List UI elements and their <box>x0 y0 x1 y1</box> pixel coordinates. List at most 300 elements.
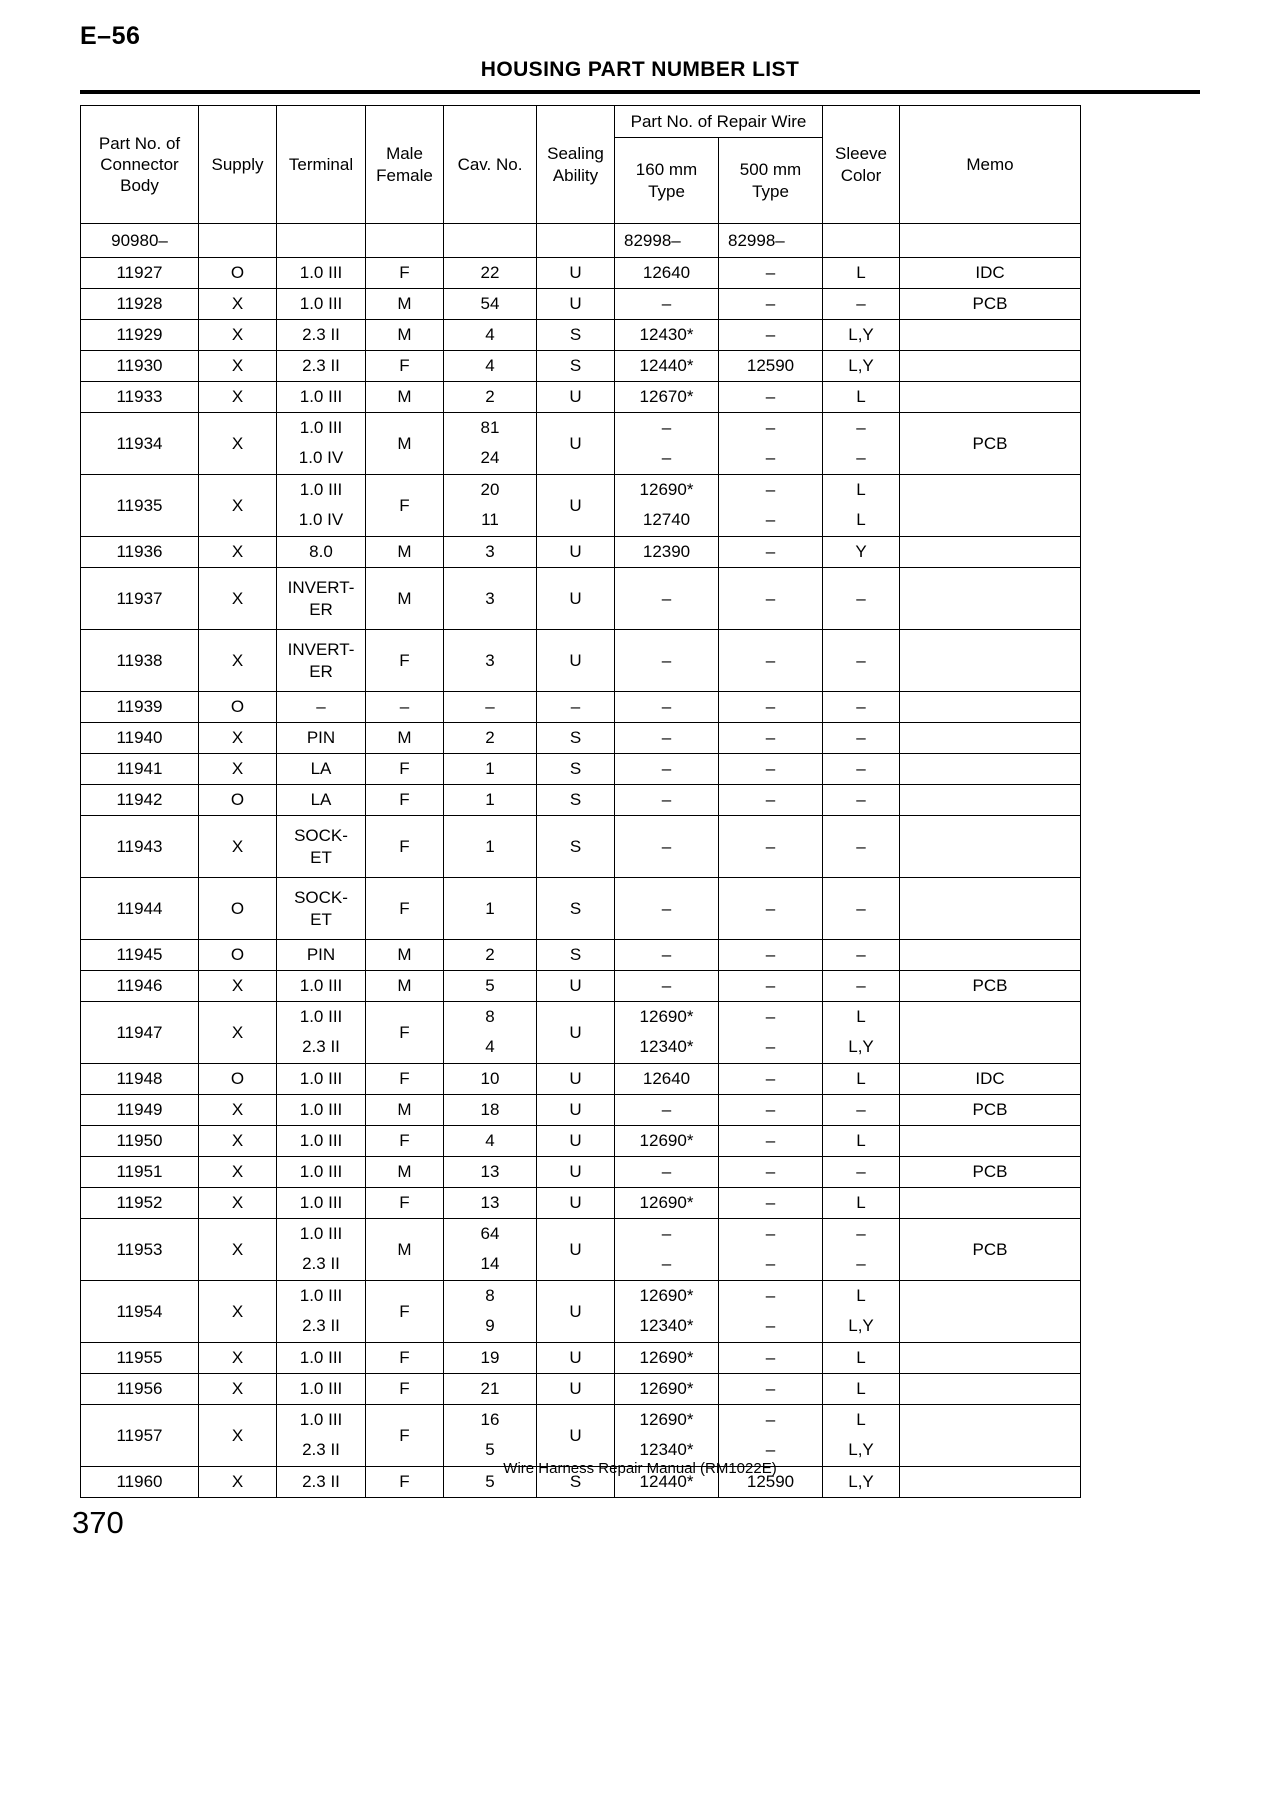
cell-160mm-type <box>615 382 719 413</box>
cell-memo <box>900 475 1081 537</box>
cell-memo <box>900 1188 1081 1219</box>
cell-value: L,Y <box>848 1316 874 1336</box>
cell-male-female: F <box>366 1188 444 1219</box>
cell-terminal <box>277 1157 366 1188</box>
cell-part-no: 11946 <box>81 971 199 1002</box>
cell-terminal <box>277 1095 366 1126</box>
cell-sleeve-color <box>823 1064 900 1095</box>
cell-supply: X <box>199 351 277 382</box>
cell-male-female: M <box>366 723 444 754</box>
table-row-prefix <box>81 224 1081 258</box>
cell-500mm-type <box>719 351 823 382</box>
cell-value: – <box>765 1193 776 1213</box>
cell-value: 1 <box>485 836 495 856</box>
cell-value: – <box>661 945 672 965</box>
cell-part-no: 11956 <box>81 1374 199 1405</box>
cell-500mm-type <box>719 754 823 785</box>
page-number: 370 <box>72 1505 124 1540</box>
cell-cav-no <box>444 568 537 630</box>
cell-value-stack <box>823 1405 899 1466</box>
cell-value: – <box>856 650 866 670</box>
cell-value-stack <box>277 413 365 474</box>
cell-memo <box>900 320 1081 351</box>
cell-terminal <box>277 1219 366 1281</box>
col-header-female: Female <box>376 165 433 185</box>
cell-sealing: U <box>537 258 615 289</box>
cell-value-stack <box>719 1002 822 1063</box>
cell-value: 2.3 II <box>302 1472 340 1492</box>
cell-part-no: 11960 <box>81 1467 199 1498</box>
cell-cav-no <box>444 816 537 878</box>
cell-160mm-type <box>615 878 719 940</box>
cell-value-stack <box>444 1405 536 1466</box>
cell-terminal <box>277 692 366 723</box>
cell-value: 8.0 <box>309 542 333 562</box>
cell-male-female: F <box>366 1126 444 1157</box>
cell-sleeve-color <box>823 320 900 351</box>
cell-sealing: U <box>537 1281 615 1343</box>
cell-terminal <box>277 816 366 878</box>
cell-value: 2.3 II <box>302 325 340 345</box>
cell-value: – <box>856 836 866 856</box>
cell-value: 2.3 II <box>302 1254 340 1274</box>
cell-160mm-type <box>615 1002 719 1064</box>
manual-footer-note: Wire Harness Repair Manual (RM1022E) <box>503 1460 777 1477</box>
cell-value-stack <box>719 475 822 536</box>
cell-sealing: U <box>537 1064 615 1095</box>
cell-sleeve-color <box>823 568 900 630</box>
cell-160mm-type <box>615 692 719 723</box>
cell-value: – <box>856 294 866 314</box>
table-row <box>81 692 1081 723</box>
cell-value: 1.0 III <box>299 1223 343 1243</box>
table-row <box>81 940 1081 971</box>
cell-memo <box>900 940 1081 971</box>
cell-value: 12640 <box>642 1069 691 1089</box>
cell-memo <box>900 382 1081 413</box>
cell-value: – <box>765 542 776 562</box>
cell-supply <box>199 224 277 258</box>
cell-sleeve-color <box>823 1405 900 1467</box>
cell-memo <box>900 692 1081 723</box>
cell-male-female <box>366 224 444 258</box>
cell-part-no: 11947 <box>81 1002 199 1064</box>
cell-value: – <box>765 1254 776 1274</box>
table-header <box>81 106 1081 224</box>
cell-sealing: U <box>537 1219 615 1281</box>
cell-value: 1.0 III <box>299 1348 343 1368</box>
cell-terminal <box>277 1002 366 1064</box>
cell-value: 2 <box>485 945 495 965</box>
cell-500mm-type <box>719 1188 823 1219</box>
cell-value: 1.0 III <box>299 1193 343 1213</box>
cell-sleeve-color <box>823 1188 900 1219</box>
cell-sealing: U <box>537 537 615 568</box>
cell-value: 12430* <box>639 325 694 345</box>
cell-part-no: 11928 <box>81 289 199 320</box>
cell-sleeve-color <box>823 351 900 382</box>
cell-terminal <box>277 1064 366 1095</box>
cell-value-stack <box>277 1002 365 1063</box>
cell-supply: X <box>199 1281 277 1343</box>
cell-part-no: 11945 <box>81 940 199 971</box>
cell-supply: O <box>199 1064 277 1095</box>
cell-part-no: 11952 <box>81 1188 199 1219</box>
cell-500mm-type <box>719 1281 823 1343</box>
cell-terminal <box>277 1281 366 1343</box>
cell-cav-no <box>444 630 537 692</box>
cell-value: 1.0 III <box>299 294 343 314</box>
cell-value: – <box>765 1409 776 1429</box>
table-row <box>81 971 1081 1002</box>
cell-terminal <box>277 1188 366 1219</box>
cell-sealing: U <box>537 1188 615 1219</box>
cell-value: 12690* <box>639 1006 694 1026</box>
cell-value: L,Y <box>848 1037 874 1057</box>
cell-value: – <box>661 1162 672 1182</box>
cell-terminal <box>277 382 366 413</box>
housing-part-number-table <box>80 105 1081 1498</box>
cell-part-no: 11957 <box>81 1405 199 1467</box>
cell-value: 12440* <box>639 356 694 376</box>
cell-value: 5 <box>485 1472 495 1492</box>
cell-memo <box>900 630 1081 692</box>
cell-terminal <box>277 1343 366 1374</box>
cell-memo <box>900 785 1081 816</box>
cell-value: 12640 <box>642 263 691 283</box>
cell-value: – <box>856 448 866 468</box>
cell-value-stack <box>615 475 718 536</box>
cell-part-no: 11944 <box>81 878 199 940</box>
cell-memo <box>900 1002 1081 1064</box>
cell-value: – <box>856 417 866 437</box>
cell-cav-no <box>444 258 537 289</box>
cell-500mm-type <box>719 1002 823 1064</box>
cell-supply: X <box>199 971 277 1002</box>
title-divider <box>80 90 1200 94</box>
cell-value: – <box>765 1162 776 1182</box>
cell-sealing: S <box>537 754 615 785</box>
cell-supply: X <box>199 568 277 630</box>
cell-160mm-type <box>615 1219 719 1281</box>
cell-cav-no <box>444 1281 537 1343</box>
cell-value: PIN <box>306 728 336 748</box>
cell-160mm-type <box>615 1188 719 1219</box>
cell-sealing: U <box>537 289 615 320</box>
cell-value: – <box>765 1006 776 1026</box>
table-row <box>81 1405 1081 1467</box>
cell-value: L <box>856 1069 866 1089</box>
cell-sleeve-color <box>823 1002 900 1064</box>
cell-sealing: U <box>537 1374 615 1405</box>
cell-male-female: M <box>366 537 444 568</box>
table-row <box>81 754 1081 785</box>
cell-value: INVERT- ER <box>287 640 355 681</box>
cell-terminal <box>277 475 366 537</box>
cell-500mm-type <box>719 537 823 568</box>
cell-part-no: 11941 <box>81 754 199 785</box>
cell-supply: X <box>199 754 277 785</box>
cell-value: PIN <box>306 945 336 965</box>
cell-value-stack <box>615 413 718 474</box>
cell-cav-no <box>444 351 537 382</box>
cell-part-no: 11940 <box>81 723 199 754</box>
col-header-500mm-type-word: Type <box>752 181 789 201</box>
cell-part-no-prefix: 90980– <box>81 224 199 258</box>
cell-value: LA <box>310 759 332 779</box>
cell-supply: X <box>199 1405 277 1467</box>
cell-supply: X <box>199 382 277 413</box>
cell-sealing: S <box>537 320 615 351</box>
cell-value: – <box>765 1100 776 1120</box>
cell-supply: X <box>199 630 277 692</box>
cell-cav-no <box>444 1405 537 1467</box>
cell-160mm-type <box>615 630 719 692</box>
cell-value: – <box>856 1254 866 1274</box>
cell-value: – <box>661 697 672 717</box>
cell-500mm-type <box>719 816 823 878</box>
cell-value: 12690* <box>639 1348 694 1368</box>
cell-cav-no <box>444 1374 537 1405</box>
cell-sleeve-color <box>823 785 900 816</box>
header-row-group <box>81 106 1081 138</box>
cell-value: – <box>856 945 866 965</box>
cell-160mm-type <box>615 537 719 568</box>
table-row <box>81 1064 1081 1095</box>
cell-cav-no <box>444 1095 537 1126</box>
cell-value: – <box>765 1285 776 1305</box>
cell-value-stack <box>277 1219 365 1280</box>
cell-memo: PCB <box>900 1095 1081 1126</box>
cell-sleeve-color <box>823 1157 900 1188</box>
cell-sealing: U <box>537 1343 615 1374</box>
cell-supply: X <box>199 537 277 568</box>
cell-value: 16 <box>480 1409 500 1429</box>
cell-sealing: S <box>537 785 615 816</box>
page-title: HOUSING PART NUMBER LIST <box>480 58 800 81</box>
cell-value: SOCK- ET <box>294 888 348 929</box>
cell-part-no: 11942 <box>81 785 199 816</box>
cell-500mm-type <box>719 1405 823 1467</box>
table-row <box>81 475 1081 537</box>
cell-value: L <box>856 1379 866 1399</box>
cell-male-female: M <box>366 289 444 320</box>
cell-value: 12340* <box>639 1037 694 1057</box>
cell-male-female: F <box>366 1064 444 1095</box>
cell-terminal <box>277 785 366 816</box>
table-row <box>81 320 1081 351</box>
cell-sleeve-color <box>823 940 900 971</box>
cell-part-no: 11954 <box>81 1281 199 1343</box>
cell-value-stack <box>444 413 536 474</box>
cell-value-stack <box>277 1405 365 1466</box>
cell-value: – <box>661 728 672 748</box>
cell-value: – <box>765 1316 776 1336</box>
cell-memo: PCB <box>900 971 1081 1002</box>
cell-sealing: U <box>537 1157 615 1188</box>
cell-value: 20 <box>480 479 500 499</box>
cell-cav-no <box>444 1064 537 1095</box>
cell-cav-no <box>444 382 537 413</box>
cell-memo <box>900 1126 1081 1157</box>
cell-value: 12590 <box>746 1472 795 1492</box>
col-header-500mm: 500 mm <box>739 160 802 180</box>
cell-supply: O <box>199 258 277 289</box>
cell-160mm-type <box>615 320 719 351</box>
table-row <box>81 413 1081 475</box>
cell-supply: X <box>199 723 277 754</box>
cell-value: – <box>856 759 866 779</box>
cell-supply: X <box>199 413 277 475</box>
cell-part-no: 11937 <box>81 568 199 630</box>
cell-supply: X <box>199 1374 277 1405</box>
cell-value: – <box>765 448 776 468</box>
cell-sleeve-color <box>823 630 900 692</box>
col-header-color: Color <box>840 165 882 185</box>
cell-160mm-type <box>615 785 719 816</box>
cell-part-no: 11935 <box>81 475 199 537</box>
cell-male-female: M <box>366 1095 444 1126</box>
cell-160mm-type <box>615 1374 719 1405</box>
cell-male-female: F <box>366 754 444 785</box>
cell-supply: X <box>199 1188 277 1219</box>
cell-memo <box>900 754 1081 785</box>
cell-value: 1.0 III <box>299 263 343 283</box>
cell-value: 12590 <box>746 356 795 376</box>
col-header-sleeve: Sleeve <box>835 144 887 164</box>
cell-500mm-type <box>719 1343 823 1374</box>
cell-terminal <box>277 878 366 940</box>
cell-500mm-type <box>719 413 823 475</box>
cell-160mm-type <box>615 754 719 785</box>
cell-sealing: U <box>537 1405 615 1467</box>
cell-value: L <box>856 263 866 283</box>
cell-male-female: M <box>366 413 444 475</box>
cell-male-female: – <box>366 692 444 723</box>
cell-sleeve-color <box>823 289 900 320</box>
cell-value: L,Y <box>848 325 874 345</box>
cell-value-stack <box>615 1405 718 1466</box>
cell-terminal <box>277 971 366 1002</box>
cell-value: 12340* <box>639 1440 694 1460</box>
cell-value: 5 <box>485 1440 495 1460</box>
table-row <box>81 1281 1081 1343</box>
cell-value: 9 <box>485 1316 495 1336</box>
cell-cav-no <box>444 413 537 475</box>
cell-value: L <box>856 1193 866 1213</box>
cell-terminal <box>277 224 366 258</box>
cell-value: 13 <box>480 1193 500 1213</box>
cell-value: 1.0 III <box>299 417 343 437</box>
cell-value: 81 <box>480 417 500 437</box>
cell-sleeve-color <box>823 816 900 878</box>
cell-terminal <box>277 1126 366 1157</box>
cell-value: 1.0 III <box>299 1006 343 1026</box>
cell-cav-no <box>444 224 537 258</box>
cell-value: 1.0 III <box>299 1285 343 1305</box>
cell-male-female: F <box>366 1374 444 1405</box>
cell-value: L <box>856 387 866 407</box>
cell-500mm-type <box>719 971 823 1002</box>
cell-terminal <box>277 413 366 475</box>
cell-500mm-type <box>719 1374 823 1405</box>
cell-160mm-type <box>615 351 719 382</box>
cell-value-stack <box>719 1405 822 1466</box>
cell-value: L <box>856 1285 866 1305</box>
cell-160mm-type <box>615 475 719 537</box>
table-row <box>81 816 1081 878</box>
cell-memo: PCB <box>900 1157 1081 1188</box>
cell-supply: X <box>199 475 277 537</box>
cell-male-female: M <box>366 382 444 413</box>
cell-value: L <box>856 510 866 530</box>
cell-sleeve-color <box>823 224 900 258</box>
cell-value: – <box>765 325 776 345</box>
table-row <box>81 630 1081 692</box>
cell-cav-no <box>444 1157 537 1188</box>
cell-500mm-type <box>719 1219 823 1281</box>
cell-value: 13 <box>480 1162 500 1182</box>
cell-male-female: F <box>366 1405 444 1467</box>
cell-sealing: U <box>537 568 615 630</box>
cell-value: 3 <box>485 650 495 670</box>
cell-cav-no <box>444 971 537 1002</box>
cell-memo <box>900 224 1081 258</box>
cell-value-stack <box>823 1281 899 1342</box>
cell-value: 1.0 III <box>299 1069 343 1089</box>
cell-part-no: 11927 <box>81 258 199 289</box>
cell-value: 11 <box>481 510 499 530</box>
cell-value-stack <box>444 1281 536 1342</box>
cell-value: – <box>765 759 776 779</box>
col-header-part-no-l3: Body <box>120 176 159 196</box>
cell-terminal <box>277 1405 366 1467</box>
cell-part-no: 11929 <box>81 320 199 351</box>
housing-part-number-table-wrap <box>80 105 1080 1498</box>
cell-value-stack <box>277 1281 365 1342</box>
table-row <box>81 289 1081 320</box>
cell-value: 19 <box>480 1348 500 1368</box>
cell-sealing: S <box>537 1467 615 1498</box>
cell-terminal <box>277 940 366 971</box>
cell-160mm-type <box>615 1064 719 1095</box>
cell-500mm-type <box>719 568 823 630</box>
cell-160mm-type <box>615 940 719 971</box>
cell-value: 1.0 III <box>299 1409 343 1429</box>
cell-terminal <box>277 320 366 351</box>
col-header-sealing-ability <box>537 106 615 224</box>
cell-value-stack <box>823 413 899 474</box>
cell-value: 3 <box>485 588 495 608</box>
cell-value: 3 <box>485 542 495 562</box>
cell-cav-no <box>444 785 537 816</box>
cell-supply: O <box>199 785 277 816</box>
cell-part-no: 11950 <box>81 1126 199 1157</box>
cell-value: LA <box>310 790 332 810</box>
cell-value: – <box>661 976 672 996</box>
cell-value: 1.0 III <box>299 1162 343 1182</box>
cell-500mm-type <box>719 785 823 816</box>
cell-value: – <box>661 417 672 437</box>
cell-male-female: F <box>366 1343 444 1374</box>
cell-value: 1 <box>485 759 495 779</box>
cell-value: 4 <box>485 1037 495 1057</box>
col-header-part-no-l1: Part No. of <box>98 133 181 153</box>
col-header-memo: Memo <box>900 106 1081 224</box>
cell-male-female: F <box>366 258 444 289</box>
section-code: E–56 <box>80 22 141 50</box>
cell-160mm-type <box>615 1343 719 1374</box>
